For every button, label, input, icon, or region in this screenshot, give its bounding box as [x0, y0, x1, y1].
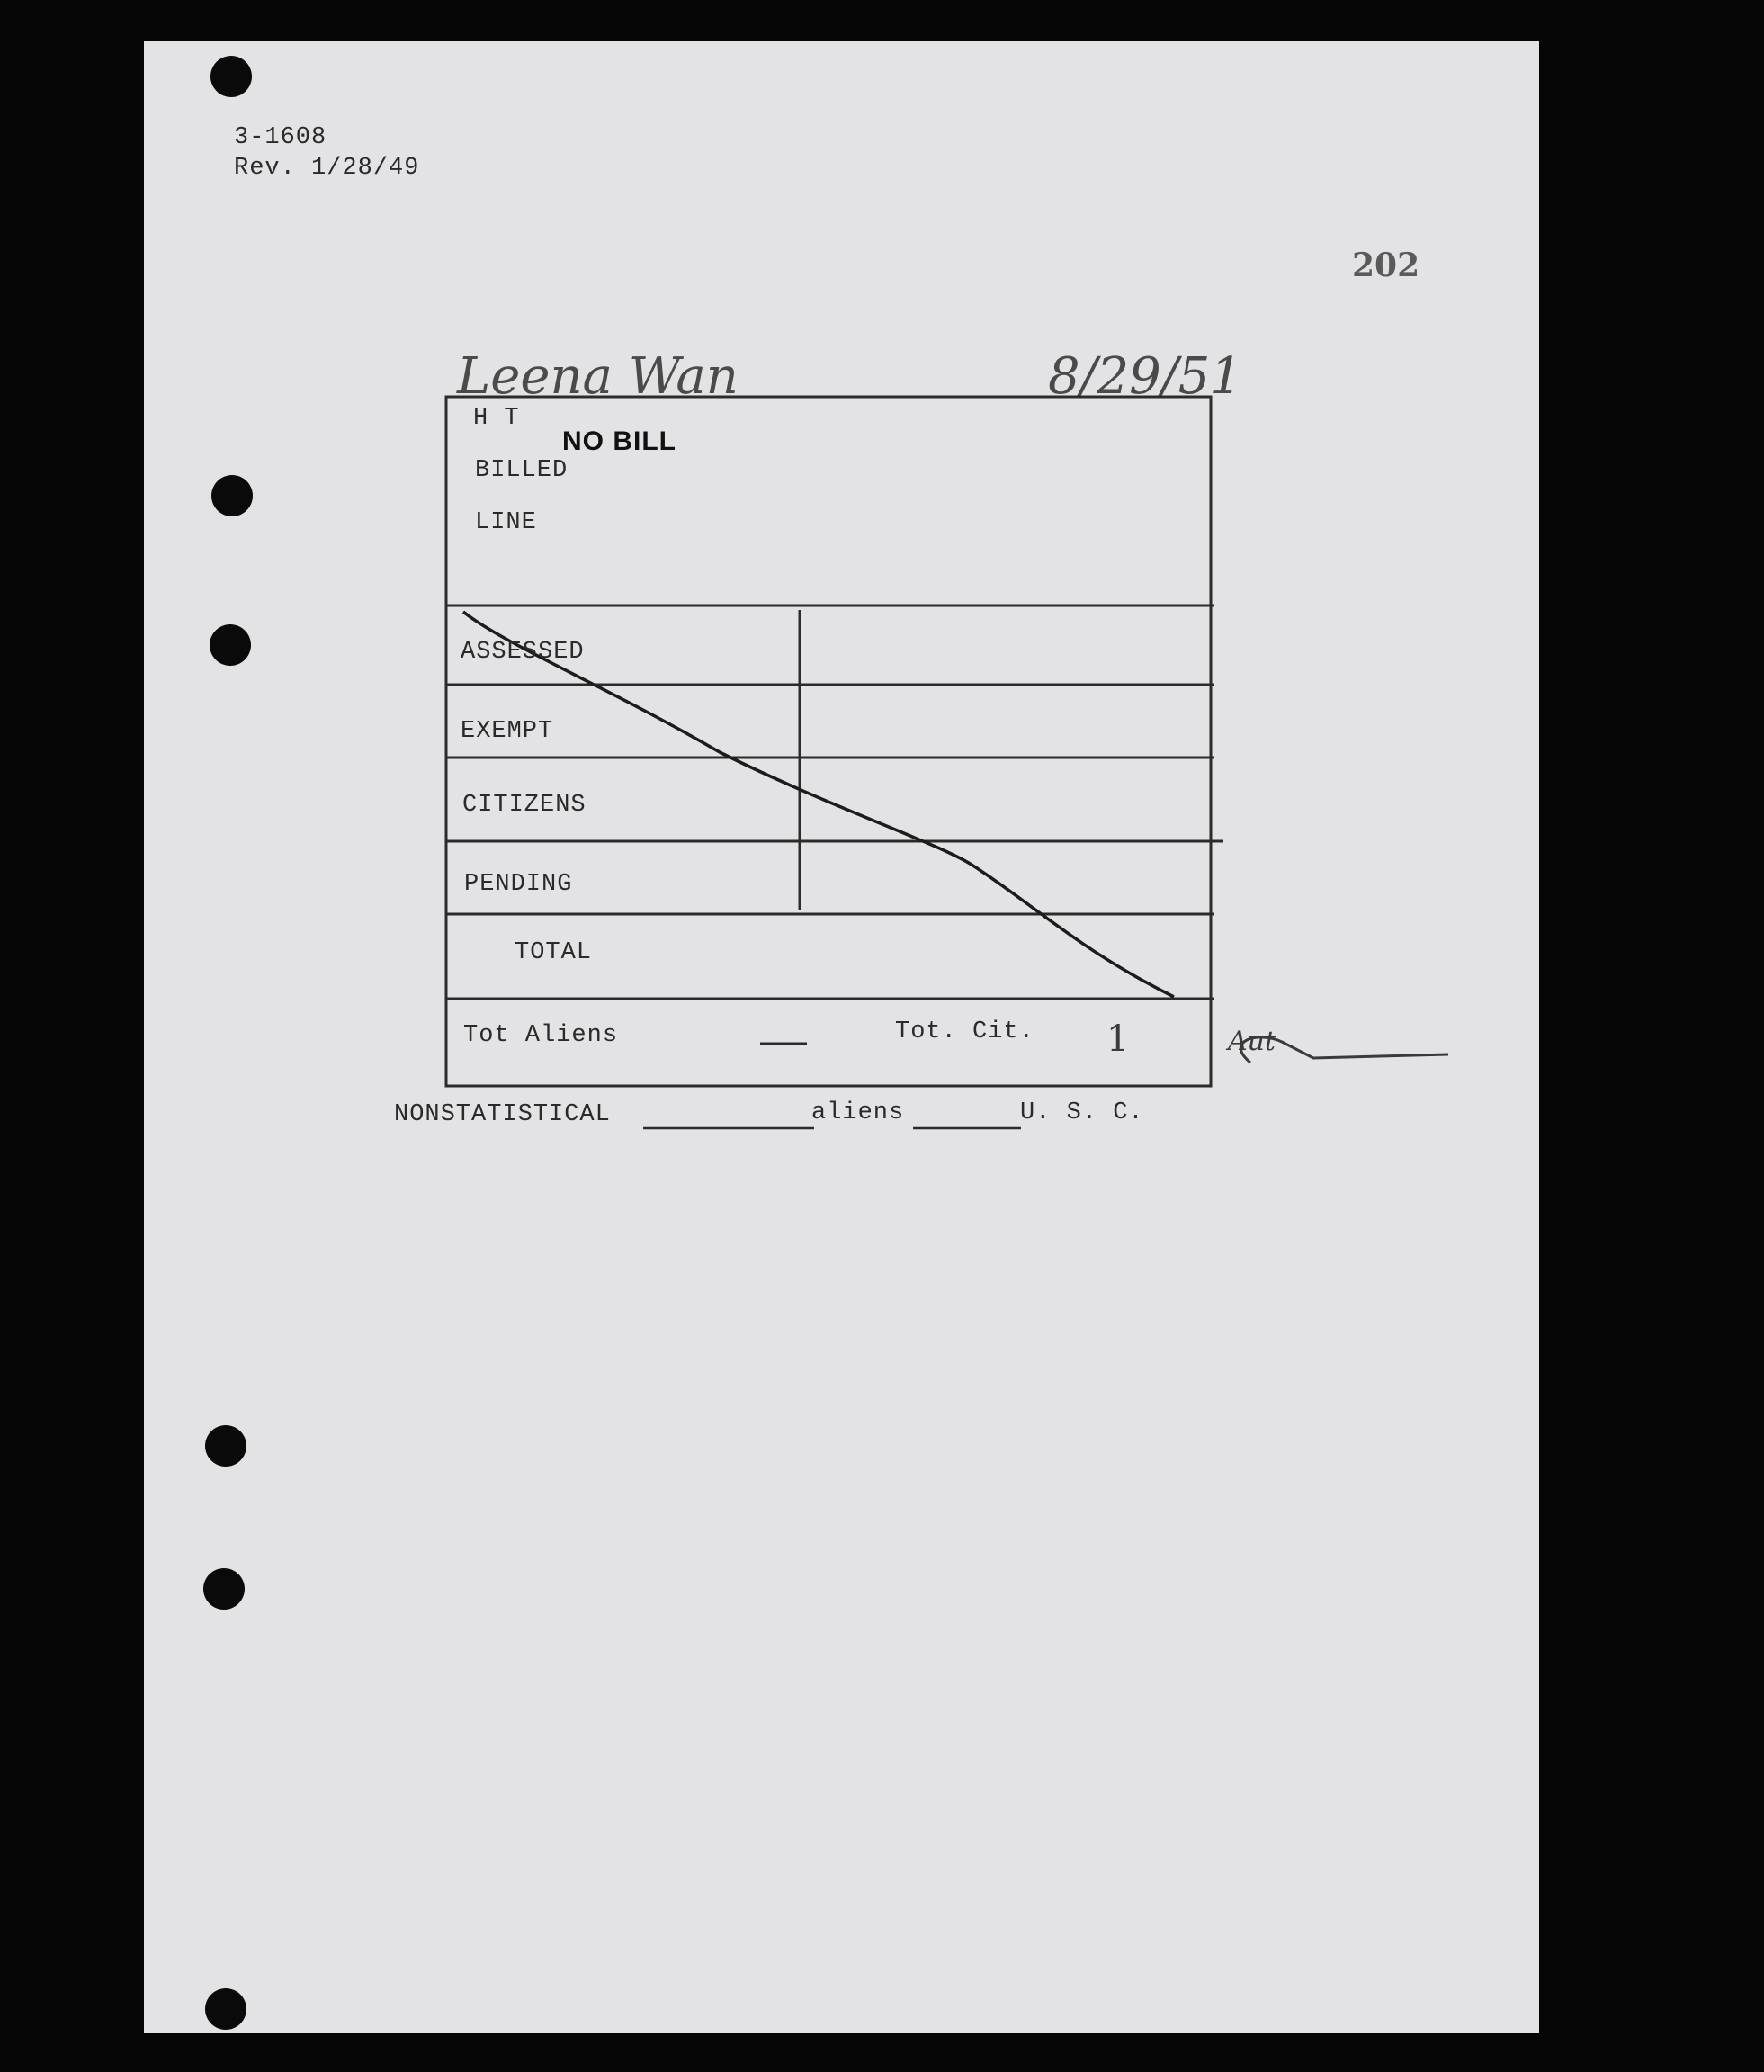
tot-cit-label: Tot. Cit. — [895, 1018, 1034, 1045]
document-page — [144, 41, 1539, 2033]
form-revision: Rev. 1/28/49 — [234, 155, 420, 182]
handwritten-date: 8/29/51 — [1048, 347, 1242, 406]
tot-aliens-label: Tot Aliens — [463, 1022, 619, 1049]
handwritten-name: Leena Wan — [457, 347, 739, 406]
billed-label: BILLED — [475, 457, 569, 484]
ht-label: H T — [473, 405, 520, 432]
usc-label: U. S. C. — [1020, 1099, 1144, 1126]
initials: Aut — [1228, 1026, 1276, 1057]
line-label: LINE — [475, 509, 537, 536]
nonstatistical-label: NONSTATISTICAL — [394, 1101, 611, 1128]
form-number: 3-1608 — [234, 124, 327, 151]
page-number: 202 — [1352, 247, 1420, 284]
form-grid — [144, 41, 1539, 2033]
no-bill-stamp: NO BILL — [562, 426, 676, 456]
tot-cit-value: 1 — [1106, 1018, 1130, 1060]
aliens-label: aliens — [811, 1099, 905, 1126]
exempt-label: EXEMPT — [461, 718, 554, 745]
total-label: TOTAL — [515, 939, 593, 966]
assessed-label: ASSESSED — [461, 639, 585, 666]
pending-label: PENDING — [464, 871, 573, 898]
citizens-label: CITIZENS — [462, 792, 587, 819]
